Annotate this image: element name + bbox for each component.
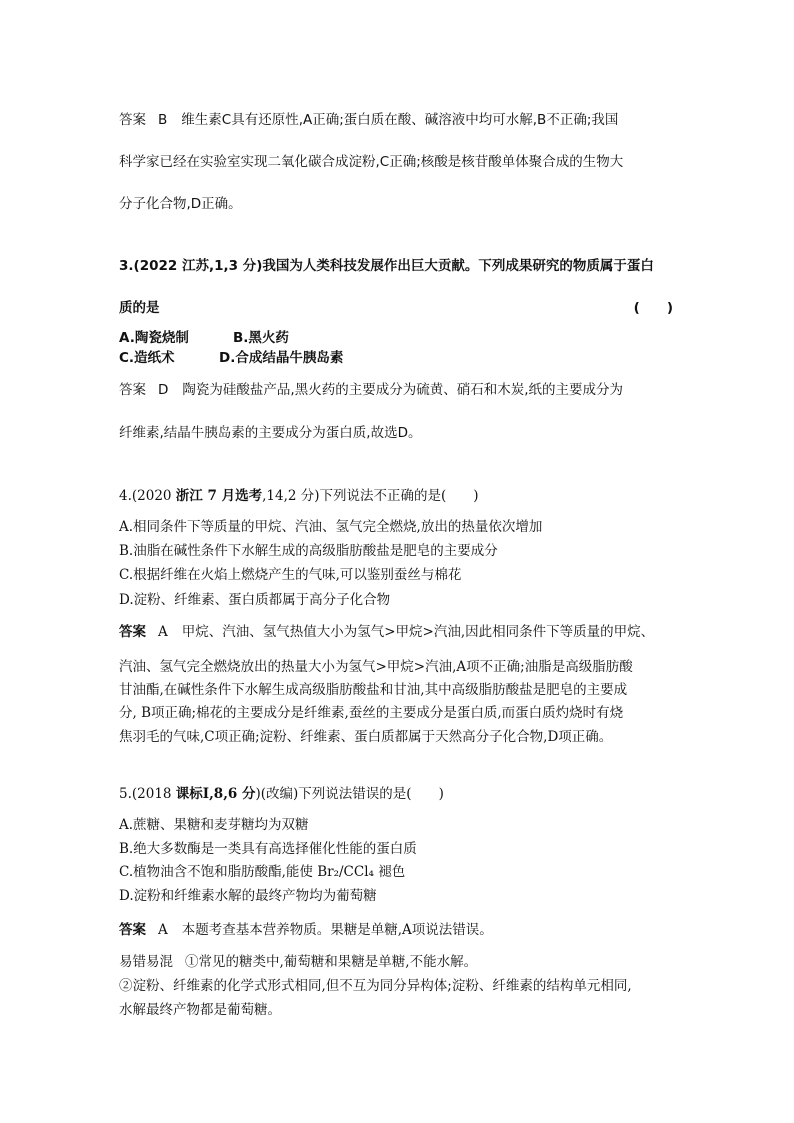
answer-letter: A — [158, 624, 168, 640]
answer-label: 答案 — [119, 112, 146, 128]
q4-answer-line-3: 甘油酯,在碱性条件下水解生成高级脂肪酸盐和甘油,其中高级脂肪酸盐是肥皂的主要成 — [119, 682, 628, 698]
q3-options-row-1 — [119, 326, 679, 346]
q2-answer-line-3: 分子化合物,D正确。 — [119, 196, 242, 212]
q3-options-row-2 — [119, 346, 679, 366]
q5-stem — [119, 782, 679, 802]
q3-option-b: B.黑火药 — [233, 330, 289, 346]
q5-stem-number: 5.(2018 — [119, 786, 176, 802]
q4-answer-line-5: 焦羽毛的气味,C项正确;淀粉、纤维素、蛋白质都属于天然高分子化合物,D项正确。 — [119, 729, 613, 745]
answer-letter: D — [158, 382, 169, 398]
answer-label: 答案 — [119, 624, 146, 640]
answer-explanation: 维生素C具有还原性,A正确;蛋白质在酸、碱溶液中均可水解,B不正确;我国 — [181, 112, 619, 128]
q3-stem-line-1: 3.(2022 江苏,1,3 分)我国为人类科技发展作出巨大贡献。下列成果研究的物质属于蛋白 — [119, 258, 654, 274]
q3-option-c: C.造纸术 — [119, 350, 175, 366]
q4-answer-line-1 — [119, 620, 679, 640]
q3-answer-line-2: 纤维素,结晶牛胰岛素的主要成分为蛋白质,故选D。 — [119, 425, 422, 441]
q5-option-c: C.植物油含不饱和脂肪酸酯,能使 Br₂/CCl₄ 褪色 — [119, 864, 406, 880]
q5-note-line-2: ②淀粉、纤维素的化学式形式相同,但不互为同分异构体;淀粉、纤维素的结构单元相同, — [119, 978, 632, 994]
q5-note-line-1 — [119, 950, 679, 970]
q4-answer-line-2: 汽油、氢气完全燃烧放出的热量大小为氢气>甲烷>汽油,A项不正确;油脂是高级脂肪酸 — [119, 659, 633, 675]
q4-option-b: B.油脂在碱性条件下水解生成的高级脂肪酸盐是肥皂的主要成分 — [119, 543, 498, 559]
q2-answer-line-1 — [119, 108, 679, 128]
answer-letter: B — [158, 112, 168, 128]
q4-option-c: C.根据纤维在火焰上燃烧产生的气味,可以鉴别蚕丝与棉花 — [119, 567, 462, 583]
answer-letter: A — [158, 922, 168, 938]
answer-explanation: 本题考查基本营养物质。果糖是单糖,A项说法错误。 — [181, 922, 493, 938]
q3-answer-line-1 — [119, 378, 679, 398]
q5-answer — [119, 918, 679, 938]
q4-answer-line-4: 分, B项正确;棉花的主要成分是纤维素,蚕丝的主要成分是蛋白质,而蛋白质灼烧时有烧 — [119, 705, 624, 721]
q5-option-d: D.淀粉和纤维素水解的最终产物均为葡萄糖 — [119, 888, 377, 904]
q4-stem-number: 4.(2020 — [119, 488, 176, 504]
q2-answer-line-2: 科学家已经在实验室实现二氧化碳合成淀粉,C正确;核酸是核苷酸单体聚合成的生物大 — [119, 154, 624, 170]
q3-option-a: A.陶瓷烧制 — [119, 330, 189, 346]
answer-explanation: 陶瓷为硅酸盐产品,黑火药的主要成分为硫黄、硝石和木炭,纸的主要成分为 — [182, 382, 623, 398]
q3-stem-line-2 — [119, 296, 679, 316]
note-label: 易错易混 — [119, 954, 173, 970]
note-text: ①常见的糖类中,葡萄糖和果糖是单糖,不能水解。 — [185, 954, 478, 970]
answer-label: 答案 — [119, 922, 146, 938]
q4-stem — [119, 484, 679, 504]
q3-stem-text: 质的是 — [119, 300, 160, 316]
q5-note-line-3: 水解最终产物都是葡萄糖。 — [119, 1002, 281, 1018]
q5-stem-text: )(改编)下列说法错误的是( ) — [255, 786, 444, 802]
q4-option-d: D.淀粉、纤维素、蛋白质都属于高分子化合物 — [119, 592, 391, 608]
q3-option-d: D.合成结晶牛胰岛素 — [219, 350, 344, 366]
q4-stem-source: 浙江 7 月选考 — [175, 488, 263, 504]
q5-option-a: A.蔗糖、果糖和麦芽糖均为双糖 — [119, 817, 309, 833]
q4-option-a: A.相同条件下等质量的甲烷、汽油、氢气完全燃烧,放出的热量依次增加 — [119, 519, 543, 535]
q4-stem-text: ,14,2 分)下列说法不正确的是( ) — [262, 488, 479, 504]
answer-explanation: 甲烷、汽油、氢气热值大小为氢气>甲烷>汽油,因此相同条件下等质量的甲烷、 — [181, 624, 655, 640]
answer-label: 答案 — [119, 382, 146, 398]
q5-stem-source: 课标Ⅰ,8,6 分 — [175, 786, 256, 802]
q5-option-b: B.绝大多数酶是一类具有高选择催化性能的蛋白质 — [119, 841, 417, 857]
answer-blank: ( ) — [633, 300, 673, 316]
